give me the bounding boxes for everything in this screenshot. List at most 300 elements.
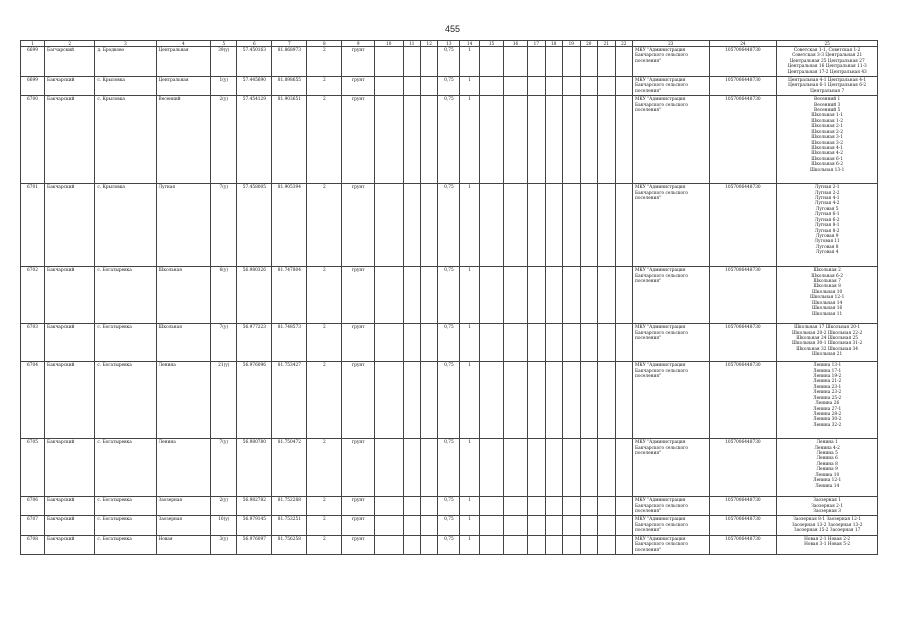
served-address: Лугная 8-1 (814, 223, 840, 229)
table-cell-col-15 (480, 497, 504, 516)
table-cell-col-2: Бакчарский (45, 184, 95, 267)
table-cell-col-4: Школьная (156, 267, 211, 324)
served-address: Советская 1-1, Советская 1-2 (793, 48, 861, 53)
served-address: Центральная 7 (810, 88, 845, 94)
table-cell-col-5: 2(у) (211, 96, 237, 184)
table-cell-col-17 (528, 516, 545, 535)
table-cell-col-5: 21(у) (211, 362, 237, 439)
table-cell-col-10 (375, 47, 403, 77)
table-cell-col-16 (504, 267, 528, 324)
column-number: 23 (633, 41, 710, 47)
served-address: Ленина 26 (815, 401, 840, 407)
column-number: 2 (45, 41, 95, 47)
table-cell-col-16 (504, 47, 528, 77)
table-row (21, 47, 878, 77)
table-cell-col-1: 6700 (21, 96, 45, 184)
table-cell-col-8: 2 (307, 77, 342, 96)
table-cell-col-12 (420, 267, 437, 324)
table-cell-col-6: 57.458005 (237, 184, 272, 267)
table-cell-col-12 (420, 535, 437, 554)
table-cell-col-12 (420, 324, 437, 362)
table-cell-col-16 (504, 96, 528, 184)
served-addresses-cell (777, 324, 878, 362)
table-cell-col-11 (403, 497, 420, 516)
table-cell-col-10 (375, 267, 403, 324)
served-address: Луговая 5 (815, 206, 839, 212)
table-cell-col-4: Школьная (156, 324, 211, 362)
table-cell-col-5: 1(у) (211, 77, 237, 96)
served-address: Школьная 13-1 (809, 167, 845, 173)
column-number: 15 (480, 41, 504, 47)
table-cell-col-12 (420, 47, 437, 77)
served-addresses-cell (777, 96, 878, 184)
table-cell-col-16 (504, 362, 528, 439)
served-address: Центральная 25 Центральная 27 (789, 58, 865, 64)
served-address: Весенний 1 (814, 97, 841, 103)
table-cell-col-21 (598, 267, 615, 324)
table-cell-col-24: 1057006448730 (709, 497, 777, 516)
table-cell-col-10 (375, 77, 403, 96)
table-cell-col-18 (545, 96, 562, 184)
table-cell-col-10 (375, 96, 403, 184)
column-number: 18 (545, 41, 562, 47)
served-address: Школьная 8 (813, 284, 841, 290)
table-cell-col-2: Багчарский (45, 47, 95, 77)
table-cell-col-14: 1 (460, 362, 480, 439)
served-address: Ленина 19-2 (812, 374, 842, 380)
column-number: 11 (403, 41, 420, 47)
table-cell-col-13: 0,75 (438, 439, 460, 497)
served-address: Ленина 32-2 (812, 422, 842, 428)
served-address: Лугная 6-1 (814, 212, 840, 218)
table-cell-col-18 (545, 324, 562, 362)
served-address: Школьная 3-2 (811, 140, 843, 146)
table-cell-col-3: д. Бродково (95, 47, 156, 77)
table-cell-col-10 (375, 516, 403, 535)
served-address: Лугная 8-2 (814, 228, 840, 234)
table-cell-col-23: МКУ "Администрация Бакчарского сельского поселения" (633, 516, 710, 535)
table-cell-col-2: Бакчарский (45, 362, 95, 439)
table-cell-col-23: МКУ "Администрация Бакчарского сельского поселения" (633, 535, 710, 554)
table-cell-col-11 (403, 439, 420, 497)
table-cell-col-18 (545, 535, 562, 554)
table-cell-col-17 (528, 267, 545, 324)
table-cell-col-9: грунт (342, 497, 375, 516)
table-cell-col-6: 56.977223 (237, 324, 272, 362)
table-cell-col-3: с. Крыловка (95, 96, 156, 184)
table-cell-col-4: Центральная (156, 77, 211, 96)
table-cell-col-12 (420, 497, 437, 516)
table-cell-col-9: грунт (342, 184, 375, 267)
table-cell-col-18 (545, 497, 562, 516)
served-address: Школьная 32 Школьная 34 (796, 346, 859, 352)
table-row (21, 96, 878, 184)
table-cell-col-1: 6706 (21, 497, 45, 516)
table-cell-col-21 (598, 516, 615, 535)
table-cell-col-5: 7(у) (211, 324, 237, 362)
table-cell-col-20 (580, 362, 597, 439)
served-address: Центральная 17-2 Центральная 43 (787, 69, 867, 75)
column-number: 7 (272, 41, 307, 47)
table-cell-col-2: Бакчарский (45, 497, 95, 516)
table-cell-col-8: 2 (307, 324, 342, 362)
table-cell-col-2: Бакчарский (45, 96, 95, 184)
table-cell-col-12 (420, 439, 437, 497)
table-cell-col-21 (598, 362, 615, 439)
served-address: Ленина 23-2 (812, 390, 842, 396)
table-cell-col-3: с. Богатыревка (95, 362, 156, 439)
served-address: Школьная 17 Школьная 20-1 (794, 325, 861, 331)
table-cell-col-1: 6702 (21, 267, 45, 324)
table-cell-col-21 (598, 184, 615, 267)
served-address: Ленина 27-1 (812, 406, 842, 412)
served-address: Ленина 30-2 (812, 417, 842, 423)
served-address: Ленина 6 (816, 456, 838, 462)
table-cell-col-7: 81.903651 (272, 96, 307, 184)
served-address: Заозерная 3 (813, 509, 841, 515)
served-addresses-cell (777, 47, 878, 77)
table-cell-col-8: 2 (307, 439, 342, 497)
table-cell-col-18 (545, 267, 562, 324)
table-cell-col-23: МКУ "Администрация Бакчарского сельского поселения" (633, 497, 710, 516)
table-cell-col-8: 2 (307, 362, 342, 439)
served-address: Школьная 21 (812, 352, 843, 358)
table-row (21, 439, 878, 497)
served-address: Школьная 2-2 (811, 129, 843, 135)
table-cell-col-5: 2(у) (211, 497, 237, 516)
table-cell-col-10 (375, 184, 403, 267)
table-cell-col-16 (504, 77, 528, 96)
table-cell-col-17 (528, 362, 545, 439)
served-addresses-cell (777, 184, 878, 267)
table-cell-col-11 (403, 96, 420, 184)
column-number: 20 (580, 41, 597, 47)
table-cell-col-3: с. Богатыревка (95, 516, 156, 535)
table-cell-col-21 (598, 439, 615, 497)
table-cell-col-24: 1057006448730 (709, 362, 777, 439)
table-cell-col-13: 0,75 (438, 47, 460, 77)
table-cell-col-11 (403, 324, 420, 362)
table-row (21, 184, 878, 267)
table-cell-col-7: 81.748573 (272, 324, 307, 362)
table-cell-col-23: МКУ "Администрация Бакчарского сельского поселения" (633, 439, 710, 497)
table-cell-col-16 (504, 497, 528, 516)
table-cell-col-1: 6704 (21, 362, 45, 439)
table-row (21, 516, 878, 535)
table-cell-col-4: Заозерная (156, 516, 211, 535)
table-cell-col-1: 6708 (21, 535, 45, 554)
table-cell-col-14: 1 (460, 497, 480, 516)
table-cell-col-21 (598, 324, 615, 362)
table-cell-col-23: МКУ "Администрация Бакчарского сельского поселения" (633, 96, 710, 184)
table-cell-col-17 (528, 96, 545, 184)
table-cell-col-1: 6707 (21, 516, 45, 535)
table-cell-col-24: 1057006448730 (709, 439, 777, 497)
table-cell-col-11 (403, 267, 420, 324)
table-cell-col-14: 1 (460, 324, 480, 362)
table-cell-col-20 (580, 324, 597, 362)
table-cell-col-5: 7(у) (211, 439, 237, 497)
served-address: Весенний 5 (814, 108, 841, 114)
served-address: Школьная 7 (813, 279, 841, 285)
served-address: Центральная 4-1 Центральная 4-1 (788, 78, 867, 84)
table-cell-col-12 (420, 184, 437, 267)
table-cell-col-8: 2 (307, 267, 342, 324)
table-cell-col-6: 57.450163 (237, 47, 272, 77)
table-cell-col-2: Бакчарский (45, 439, 95, 497)
served-address: Лугная 4-1 (814, 196, 840, 202)
table-cell-col-22 (615, 516, 632, 535)
table-cell-col-22 (615, 96, 632, 184)
served-address: Новая 3-1 Новая 5-2 (804, 542, 851, 548)
served-address: Ленина 5 (816, 451, 838, 457)
table-cell-col-17 (528, 77, 545, 96)
served-address: Весенний 3 (814, 102, 841, 108)
served-address: Школьная 10 (812, 289, 843, 295)
table-row (21, 497, 878, 516)
table-cell-col-7: 81.752288 (272, 497, 307, 516)
served-address: Ленина 13-1 (812, 363, 842, 369)
table-cell-col-19 (563, 267, 580, 324)
served-address: Заозерная 15-2 Заозерная 17 (793, 528, 861, 534)
table-cell-col-18 (545, 47, 562, 77)
table-cell-col-17 (528, 439, 545, 497)
table-cell-col-18 (545, 362, 562, 439)
table-cell-col-8: 2 (307, 184, 342, 267)
served-address: Советская 3-3 Центральная 21 (792, 53, 863, 59)
table-row (21, 267, 878, 324)
served-address: Ленина 9 (816, 467, 838, 473)
table-cell-col-9: грунт (342, 535, 375, 554)
table-cell-col-8: 2 (307, 535, 342, 554)
table-row (21, 362, 878, 439)
table-cell-col-15 (480, 535, 504, 554)
served-addresses-cell (777, 362, 878, 439)
table-cell-col-14: 1 (460, 77, 480, 96)
table-cell-col-4: Новая (156, 535, 211, 554)
table-row (21, 535, 878, 554)
table-cell-col-14: 1 (460, 535, 480, 554)
table-cell-col-20 (580, 47, 597, 77)
table-cell-col-18 (545, 439, 562, 497)
table-cell-col-18 (545, 516, 562, 535)
table-cell-col-20 (580, 439, 597, 497)
table-cell-col-3: с. Крыловка (95, 184, 156, 267)
served-address: Школьная 2 (813, 268, 841, 274)
page-number: 455 (444, 24, 461, 34)
served-address: Школьная 4-1 (811, 145, 843, 151)
table-cell-col-11 (403, 516, 420, 535)
table-cell-col-11 (403, 184, 420, 267)
served-addresses-cell (777, 77, 878, 96)
table-cell-col-23: МКУ "Администрация Бакчарского сельского поселения" (633, 324, 710, 362)
table-cell-col-8: 2 (307, 96, 342, 184)
table-cell-col-6: 56.982782 (237, 497, 272, 516)
table-cell-col-15 (480, 267, 504, 324)
served-address: Школьная 6-1 (811, 156, 843, 162)
table-cell-col-23: МКУ "Администрация Бакчарского сельского поселения" (633, 267, 710, 324)
table-cell-col-19 (563, 324, 580, 362)
table-cell-col-6: 57.454129 (237, 96, 272, 184)
table-cell-col-22 (615, 497, 632, 516)
table-cell-col-9: грунт (342, 324, 375, 362)
table-cell-col-18 (545, 184, 562, 267)
table-cell-col-19 (563, 47, 580, 77)
table-cell-col-9: грунт (342, 267, 375, 324)
served-address: Лугная 4-2 (814, 201, 840, 207)
table-cell-col-14: 1 (460, 267, 480, 324)
table-cell-col-15 (480, 184, 504, 267)
served-address: Школьная 24 Школьная 25 (796, 336, 859, 342)
table-cell-col-13: 0,75 (438, 267, 460, 324)
table-cell-col-2: Бакчарский (45, 535, 95, 554)
table-cell-col-21 (598, 47, 615, 77)
table-cell-col-2: Бакчарский (45, 77, 95, 96)
table-cell-col-13: 0,75 (438, 497, 460, 516)
table-cell-col-24: 1057006448730 (709, 47, 777, 77)
table-cell-col-17 (528, 184, 545, 267)
table-cell-col-14: 1 (460, 184, 480, 267)
column-number: 6 (237, 41, 272, 47)
table-cell-col-7: 81.753251 (272, 516, 307, 535)
table-cell-col-22 (615, 362, 632, 439)
served-address: Ленина 17-1 (812, 368, 842, 374)
served-address: Луговая 11 (814, 239, 840, 245)
table-cell-col-22 (615, 47, 632, 77)
table-cell-col-20 (580, 96, 597, 184)
table-cell-col-14: 1 (460, 439, 480, 497)
table-cell-col-11 (403, 535, 420, 554)
table-cell-col-15 (480, 324, 504, 362)
table-cell-col-23: МКУ "Администрация Бакчарского сельского поселения" (633, 362, 710, 439)
table-cell-col-3: с. Богатыревка (95, 439, 156, 497)
table-cell-col-8: 2 (307, 516, 342, 535)
served-address: Ленина 10 (815, 472, 840, 478)
served-address: Ленина 4-2 (814, 445, 840, 451)
table-cell-col-24: 1057006448730 (709, 516, 777, 535)
column-number: 5 (211, 41, 237, 47)
table-cell-col-16 (504, 535, 528, 554)
table-cell-col-7: 81.756258 (272, 535, 307, 554)
table-cell-col-17 (528, 497, 545, 516)
table-cell-col-15 (480, 362, 504, 439)
column-number: 24 (709, 41, 777, 47)
served-address: Заозерная 8-1 Заозерная 12-1 (793, 517, 862, 523)
table-row (21, 324, 878, 362)
served-address: Заозерная 2-1 (811, 503, 844, 509)
served-address: Ленина 21-2 (812, 379, 842, 385)
table-cell-col-20 (580, 77, 597, 96)
column-number: 14 (460, 41, 480, 47)
column-number: 25 (777, 41, 878, 47)
served-address: Ленина 23-1 (812, 384, 842, 390)
table-cell-col-5: 3(у) (211, 535, 237, 554)
table-cell-col-6: 56.979145 (237, 516, 272, 535)
table-cell-col-13: 0,75 (438, 77, 460, 96)
table-cell-col-13: 0,75 (438, 516, 460, 535)
table-cell-col-6: 57.445690 (237, 77, 272, 96)
table-cell-col-5: 6(у) (211, 267, 237, 324)
table-cell-col-21 (598, 535, 615, 554)
table-cell-col-17 (528, 324, 545, 362)
table-cell-col-13: 0,75 (438, 362, 460, 439)
served-address: Заозерная 13-2 Заозерная 13-2 (791, 522, 863, 528)
served-address: Школьная 2-1 (811, 124, 843, 130)
table-cell-col-10 (375, 362, 403, 439)
table-cell-col-24: 1057006448730 (709, 77, 777, 96)
column-number: 22 (615, 41, 632, 47)
table-cell-col-6: 56.976096 (237, 362, 272, 439)
table-cell-col-15 (480, 96, 504, 184)
table-cell-col-23: МКУ "Администрация Бакчарского сельского поселения" (633, 47, 710, 77)
table-cell-col-4: Ленина (156, 439, 211, 497)
table-cell-col-9: грунт (342, 516, 375, 535)
table-cell-col-19 (563, 535, 580, 554)
served-address: Школьная 4-2 (811, 151, 843, 157)
table-cell-col-20 (580, 497, 597, 516)
table-cell-col-1: 6705 (21, 439, 45, 497)
table-cell-col-11 (403, 47, 420, 77)
served-address: Школьная 14 (812, 300, 843, 306)
table-cell-col-7: 81.868973 (272, 47, 307, 77)
table-cell-col-2: Бакчарский (45, 267, 95, 324)
column-number: 17 (528, 41, 545, 47)
table-cell-col-20 (580, 184, 597, 267)
table-cell-col-15 (480, 77, 504, 96)
served-address: Центральная 6-1 Центральная 6-2 (788, 83, 867, 89)
table-cell-col-21 (598, 77, 615, 96)
table-cell-col-4: Заозерная (156, 497, 211, 516)
table-cell-col-4: Лугная (156, 184, 211, 267)
served-address: Ленина 25-2 (812, 395, 842, 401)
table-cell-col-4: Центральная (156, 47, 211, 77)
table-cell-col-4: Весенний (156, 96, 211, 184)
table-cell-col-12 (420, 362, 437, 439)
served-address: Школьная 16 (812, 306, 843, 312)
table-cell-col-1: 6701 (21, 184, 45, 267)
served-addresses-cell (777, 267, 878, 324)
column-number: 12 (420, 41, 437, 47)
table-cell-col-13: 0,75 (438, 96, 460, 184)
table-cell-col-21 (598, 96, 615, 184)
table-cell-col-10 (375, 324, 403, 362)
table-cell-col-9: грунт (342, 362, 375, 439)
served-address: Луговая 8 (815, 244, 839, 250)
served-address: Школьная 1-2 (811, 118, 843, 124)
table-cell-col-24: 1057006448730 (709, 324, 777, 362)
table-cell-col-24: 1057006448730 (709, 267, 777, 324)
table-cell-col-23: МКУ "Администрация Бакчарского сельского поселения" (633, 184, 710, 267)
served-address: Лугная 2-2 (814, 190, 840, 196)
table-cell-col-19 (563, 184, 580, 267)
table-cell-col-7: 81.753427 (272, 362, 307, 439)
table-cell-col-6: 56.976097 (237, 535, 272, 554)
table-cell-col-21 (598, 497, 615, 516)
table-cell-col-19 (563, 77, 580, 96)
table-cell-col-20 (580, 535, 597, 554)
table-cell-col-12 (420, 77, 437, 96)
table-cell-col-22 (615, 77, 632, 96)
table-cell-col-7: 81.905394 (272, 184, 307, 267)
served-addresses-cell (777, 497, 878, 516)
table-cell-col-2: Бакчарский (45, 516, 95, 535)
table-cell-col-12 (420, 516, 437, 535)
served-addresses-cell (777, 535, 878, 554)
table-cell-col-8: 2 (307, 47, 342, 77)
served-address: Школьная 20-2 Школьная 22-2 (792, 330, 863, 336)
served-address: Ленина 12-1 (812, 478, 842, 484)
column-number: 3 (95, 41, 156, 47)
